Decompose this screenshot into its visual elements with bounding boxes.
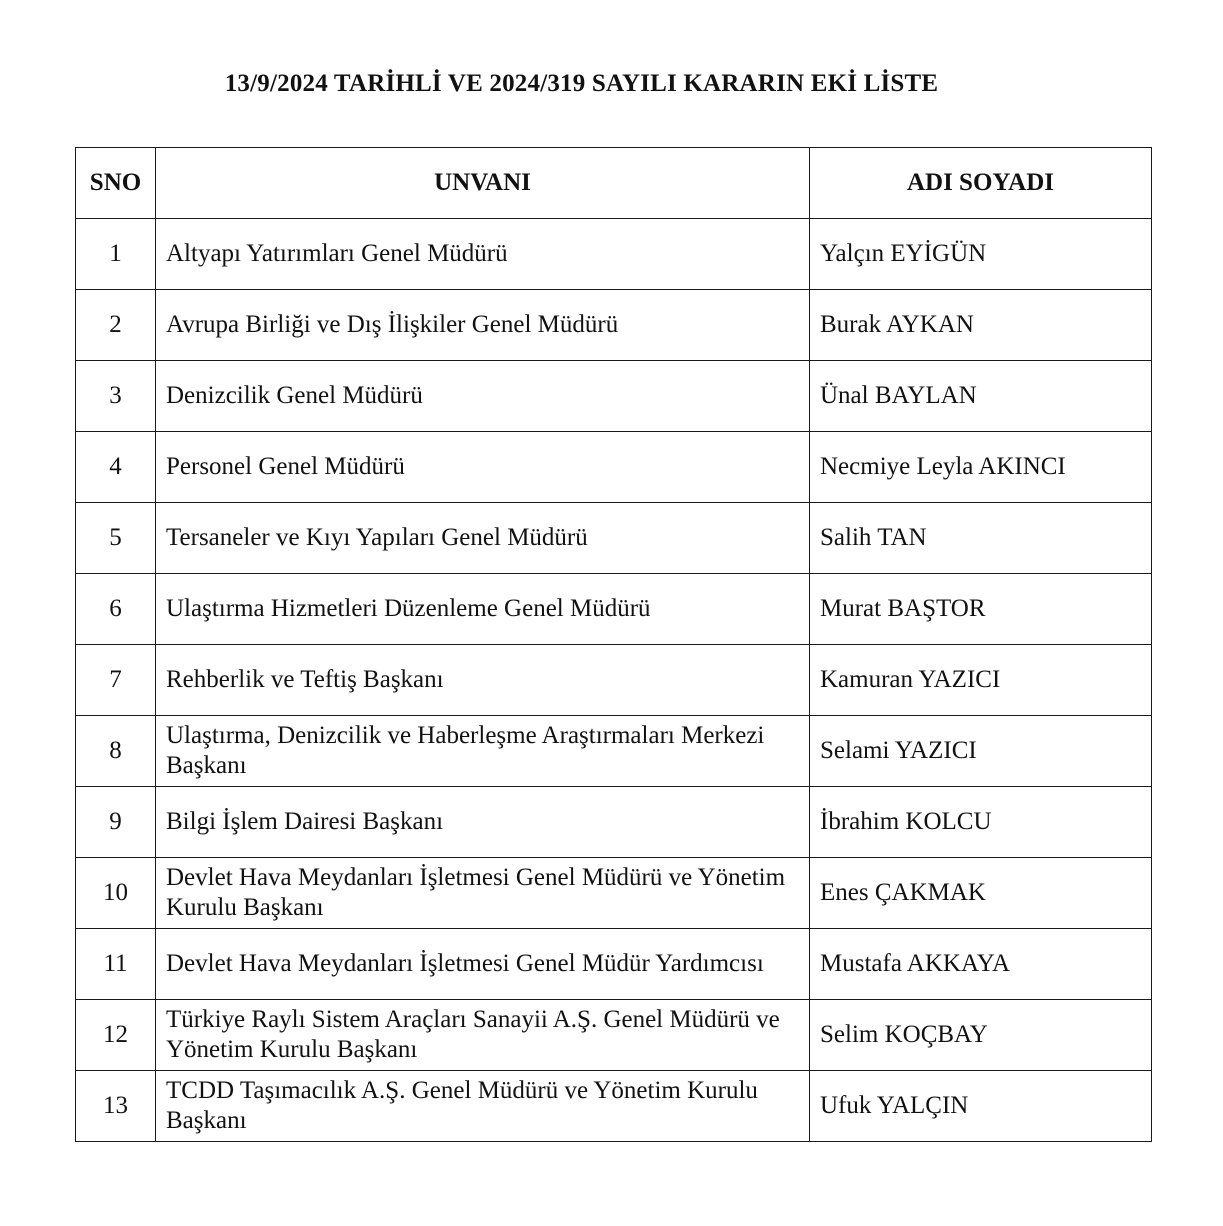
row-sno: 7 [76,645,156,716]
row-unvan: Altyapı Yatırımları Genel Müdürü [156,219,810,290]
row-unvan: Avrupa Birliği ve Dış İlişkiler Genel Müdürü [156,290,810,361]
appointment-list-table [75,147,1152,1142]
table-row [76,432,1152,503]
table-row [76,1000,1152,1071]
row-sno: 11 [76,929,156,1000]
row-sno: 4 [76,432,156,503]
row-name: Mustafa AKKAYA [810,929,1152,1000]
row-unvan: Denizcilik Genel Müdürü [156,361,810,432]
row-name: Salih TAN [810,503,1152,574]
row-name: Selim KOÇBAY [810,1000,1152,1071]
row-sno: 10 [76,858,156,929]
row-unvan: Türkiye Raylı Sistem Araçları Sanayii A.Ş. Genel Müdürü ve Yönetim Kurulu Başkanı [156,1000,810,1071]
row-sno: 6 [76,574,156,645]
row-sno: 13 [76,1071,156,1142]
table-header-row [76,148,1152,219]
table-row [76,645,1152,716]
row-name: Yalçın EYİGÜN [810,219,1152,290]
row-unvan: Devlet Hava Meydanları İşletmesi Genel Müdürü ve Yönetim Kurulu Başkanı [156,858,810,929]
row-name: Murat BAŞTOR [810,574,1152,645]
row-name: Necmiye Leyla AKINCI [810,432,1152,503]
row-name: Ünal BAYLAN [810,361,1152,432]
row-sno: 8 [76,716,156,787]
row-unvan: Devlet Hava Meydanları İşletmesi Genel Müdür Yardımcısı [156,929,810,1000]
row-unvan: Tersaneler ve Kıyı Yapıları Genel Müdürü [156,503,810,574]
table-row [76,929,1152,1000]
row-sno: 2 [76,290,156,361]
table-row [76,716,1152,787]
row-name: Kamuran YAZICI [810,645,1152,716]
row-name: Enes ÇAKMAK [810,858,1152,929]
row-name: İbrahim KOLCU [810,787,1152,858]
row-unvan: Personel Genel Müdürü [156,432,810,503]
row-unvan: TCDD Taşımacılık A.Ş. Genel Müdürü ve Yönetim Kurulu Başkanı [156,1071,810,1142]
table-row [76,787,1152,858]
table-row [76,574,1152,645]
row-name: Ufuk YALÇIN [810,1071,1152,1142]
row-sno: 9 [76,787,156,858]
table-row [76,290,1152,361]
row-sno: 1 [76,219,156,290]
row-sno: 12 [76,1000,156,1071]
row-unvan: Bilgi İşlem Dairesi Başkanı [156,787,810,858]
row-unvan: Ulaştırma Hizmetleri Düzenleme Genel Müdürü [156,574,810,645]
table-row [76,858,1152,929]
header-sno: SNO [76,148,156,219]
row-sno: 5 [76,503,156,574]
row-unvan: Ulaştırma, Denizcilik ve Haberleşme Araştırmaları Merkezi Başkanı [156,716,810,787]
row-name: Burak AYKAN [810,290,1152,361]
header-name: ADI SOYADI [810,148,1152,219]
table-row [76,361,1152,432]
table-row [76,1071,1152,1142]
row-sno: 3 [76,361,156,432]
table-row [76,219,1152,290]
header-unvan: UNVANI [156,148,810,219]
row-unvan: Rehberlik ve Teftiş Başkanı [156,645,810,716]
table-row [76,503,1152,574]
row-name: Selami YAZICI [810,716,1152,787]
page-title: 13/9/2024 TARİHLİ VE 2024/319 SAYILI KARARIN EKİ LİSTE [224,70,939,97]
